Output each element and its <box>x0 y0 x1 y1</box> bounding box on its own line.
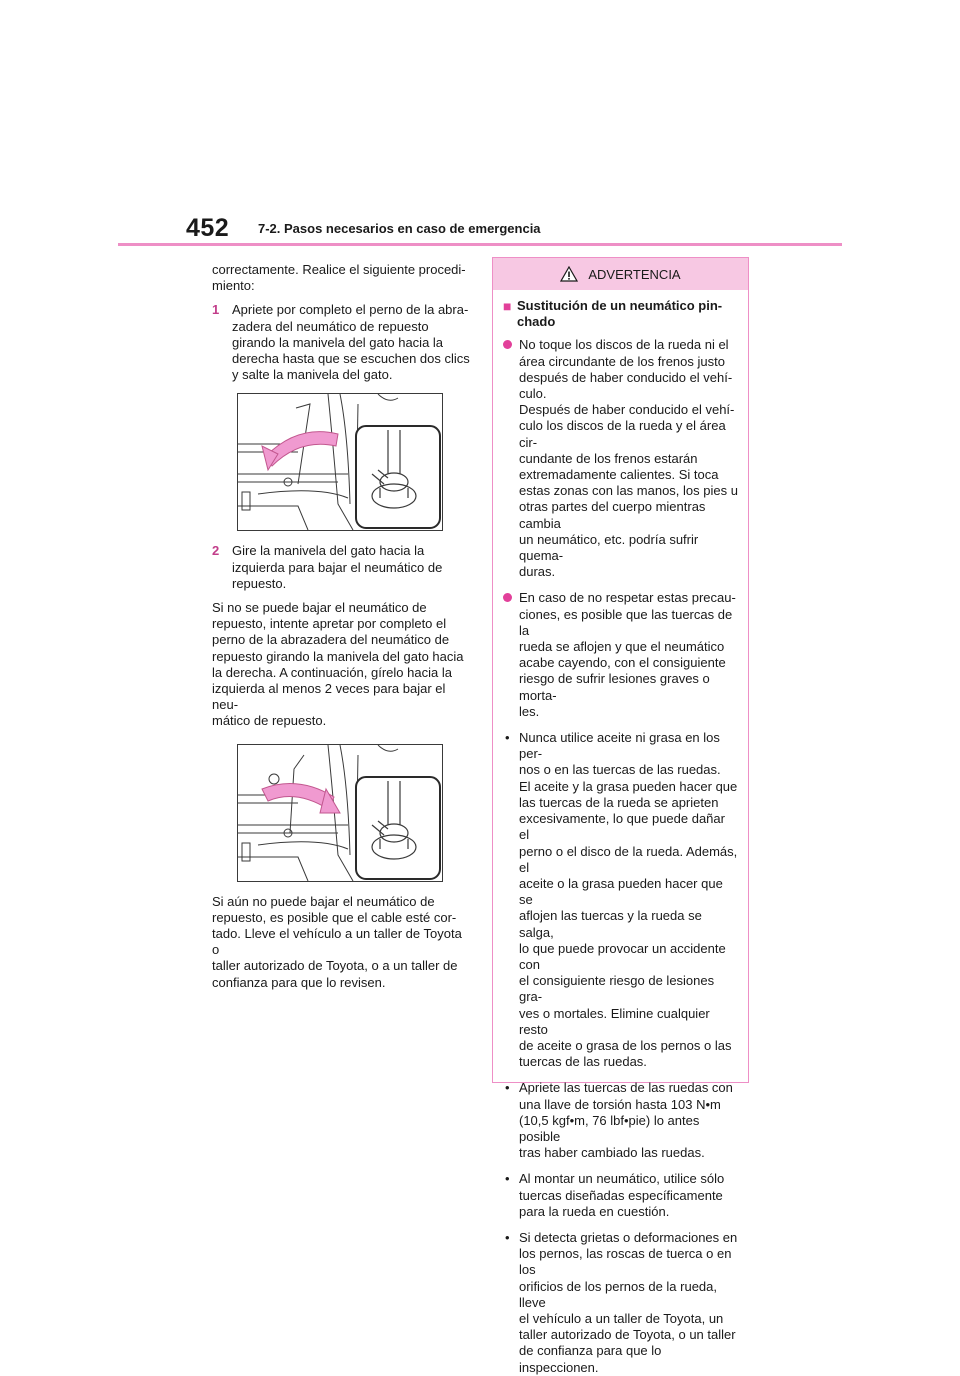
warning-heading-text: Sustitución de un neumático pin- chado <box>517 298 723 330</box>
illustration-clamp-bolt-left <box>238 745 442 881</box>
warning-box <box>492 257 749 1375</box>
square-bullet-icon: ■ <box>503 298 512 314</box>
round-bullet-icon <box>503 590 519 720</box>
warning-triangle-icon <box>560 266 578 282</box>
intro-text: correctamente. Realice el siguiente procedi- miento: <box>212 262 466 294</box>
warning-header <box>493 258 748 290</box>
illustration-clamp-bolt-right <box>238 394 442 530</box>
bullet: • <box>505 1080 510 1096</box>
rotation-arrow-icon <box>266 432 338 466</box>
page-number: 452 <box>186 214 230 242</box>
section-title: 7-2. Pasos necesarios en caso de emergencia <box>258 221 541 236</box>
step-text: Gire la manivela del gato hacia la izquierda para bajar el neumático de repuesto. <box>232 543 443 591</box>
list-item-text: No toque los discos de la rueda ni el área circundante de los frenos justo después de haber conducido el vehí- culo. Después de haber conducido el vehí- culo los discos de la rueda y el área cir- cundante de los frenos estarán extremadamente calientes. Si toca estas zonas con las manos, los pies u otras partes del cuerpo mientras cambia un neumático, etc. podría sufrir quema- duras. <box>519 337 738 580</box>
step-2 <box>212 543 470 592</box>
list-item-text: Al montar un neumático, utilice sólo tuercas diseñadas específicamente para la rueda en cuestión. <box>519 1171 725 1219</box>
list-item <box>503 337 738 580</box>
bullet: • <box>505 1229 510 1245</box>
figure-tighten-clamp <box>237 393 443 531</box>
list-item-text: Apriete las tuercas de las ruedas con una llave de torsión hasta 103 N•m (10,5 kgf•m, 76 lbf•pie) lo antes posible tras haber cambiado las ruedas. <box>519 1080 733 1161</box>
warning-heading <box>503 298 738 330</box>
paragraph-cable-cut: Si aún no puede bajar el neumático de repuesto, es posible que el cable esté cor- tado. Lleve el vehículo a un taller de Toyota o taller autorizado de Toyota, o a un taller de confianza para que lo revisen. <box>212 893 462 990</box>
list-item-text: Nunca utilice aceite ni grasa en los per- nos o en las tuercas de las ruedas. El aceite y la grasa pueden hacer que las tuercas de la rueda se aprieten excesivamente, lo que puede dañar el perno o el disco de la rueda. Además, el aceite o la grasa pueden hacer que se aflojen las tuercas y la rueda se salga, lo que puede provocar un accidente con el consiguiente riesgo de lesiones gra- ves o mortales. Elimine cualquier resto de aceite o grasa de los pernos o las tuercas de las ruedas. <box>519 730 738 1070</box>
header-rule <box>118 243 842 246</box>
list-item <box>503 590 738 720</box>
figure-lower-spare <box>237 744 443 882</box>
list-item <box>503 1080 738 1161</box>
list-item-text: En caso de no respetar estas precau- ciones, es posible que las tuercas de la rueda se aflojen y que el neumático acabe cayendo, con el consiguiente riesgo de sufrir lesiones graves o morta- les. <box>519 590 736 719</box>
list-item <box>503 1230 738 1376</box>
step-1 <box>212 302 470 383</box>
list-item <box>503 1171 738 1220</box>
bullet: • <box>505 730 510 746</box>
paragraph-lower-retry: Si no se puede bajar el neumático de repuesto, intente apretar por completo el perno de la abrazadera del neumático de repuesto girando la manivela del gato hacia la derecha. A continuación, gírelo hacia la izquierda al menos 2 veces para bajar el neu- mático de repuesto. <box>212 600 464 729</box>
warning-title: ADVERTENCIA <box>588 266 681 282</box>
round-bullet-icon <box>503 337 519 580</box>
list-item-text: Si detecta grietas o deformaciones en los pernos, las roscas de tuerca o en los orificios de los pernos de la rueda, lleve el vehículo a un taller de Toyota, un taller autorizado de Toyota, o un taller de confianza para que lo inspeccionen. <box>519 1229 738 1375</box>
step-text: Apriete por completo el perno de la abra- zadera del neumático de repuesto girando la manivela del gato hacia la derecha hasta que se escuchen dos clics y salte la manivela del gato. <box>232 302 470 383</box>
warning-body <box>493 290 748 1376</box>
step-number: 1 <box>212 302 220 318</box>
list-item <box>503 730 738 1070</box>
step-number: 2 <box>212 543 220 559</box>
bullet: • <box>505 1171 510 1187</box>
left-column <box>212 262 470 999</box>
